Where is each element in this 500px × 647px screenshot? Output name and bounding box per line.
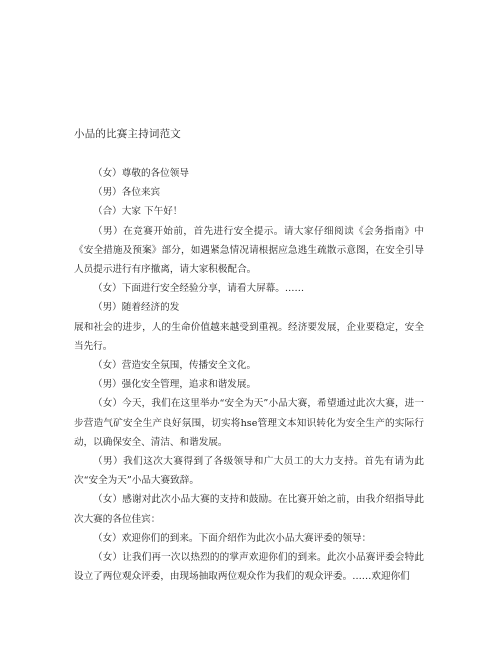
document-title: 小品的比赛主持词范文 — [74, 128, 181, 140]
paragraph-safety-management: （男）强化安全管理，追求和谐发展。 — [93, 379, 257, 391]
paragraph-support-thanks: （男）我们这次大赛得到了各级领导和广大员工的大力支持。首先有请为此次“安全为天”小品大赛致辞。 — [74, 456, 424, 487]
paragraph-safety-notice: （男）在竞赛开始前，首先进行安全提示。请大家仔细阅读《会务指南》中《安全措施及预案》部分，如遇紧急情况请根据应急逃生疏散示意图，在安全引导人员提示进行有序撤离，请大家积极配合。 — [74, 225, 424, 276]
paragraph-economy-start: （男）随着经济的发 — [93, 302, 180, 314]
paragraph-economy-continued: 展和社会的进步，人的生命价值越来越受到重视。经济要发展，企业要稳定，安全当先行。 — [74, 321, 424, 352]
paragraph-greeting-guests: （男）各位来宾 — [93, 187, 161, 199]
paragraph-contest-intro: （女）今天，我们在这里举办“安全为天”小品大赛，希望通过此次大赛，进一步营造气矿安全生产良好氛围，切实将hse管理文本知识转化为安全生产的实际行动，以确保安全、清洁、和谐发展。 — [74, 398, 424, 448]
paragraph-judges-intro: （女）欢迎你们的到来。下面介绍作为此次小品大赛评委的领导： — [93, 532, 372, 544]
document-body — [74, 164, 424, 586]
paragraph-greeting-leaders: （女）尊敬的各位领导 — [93, 168, 189, 179]
paragraph-safety-sharing: （女）下面进行安全经验分享，请看大屏幕。…… — [93, 283, 305, 295]
paragraph-audience-judges: （女）让我们再一次以热烈的的掌声欢迎你们的到来。此次小品赛评委会特此设立了两位观众评委，由现场抽取两位观众作为我们的观众评委。……欢迎你们 — [74, 552, 424, 583]
paragraph-greeting-all: （合）大家 下午好！ — [93, 206, 183, 218]
paragraph-safety-atmosphere: （女）营造安全氛围，传播安全文化。 — [93, 360, 257, 372]
paragraph-guests-intro: （女）感谢对此次小品大赛的支持和鼓励。在比赛开始之前，由我介绍指导此次大赛的各位佳宾： — [74, 494, 424, 525]
